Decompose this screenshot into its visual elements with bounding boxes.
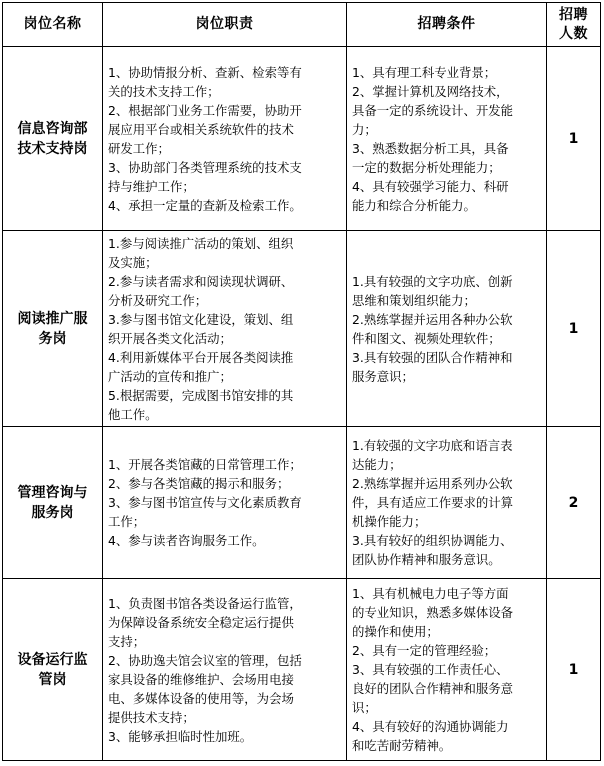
requirement-line: 服务意识； [352,368,414,384]
requirement-line: 良好的团队合作精神和服务意 [352,681,514,696]
duty-line: 他工作。 [108,406,158,422]
hire-count: 1 [547,579,601,761]
duty-line: 持与维护工作； [108,178,195,194]
requirement-line: 1.具有较强的文字功底、创新 [352,273,513,289]
duty-line: 3.参与图书馆文化建设，策划、组 [108,311,294,327]
position-name-line1: 阅读推广服 [17,310,88,327]
requirements-cell [347,427,547,579]
requirement-line: 件和图文、视频处理软件； [352,330,501,346]
header-count-line1: 招聘 [559,6,588,23]
position-name-line2: 服务岗 [31,504,74,521]
table-row [3,47,601,231]
requirement-line: 力； [352,121,377,137]
requirement-line: 的操作和使用； [352,624,439,639]
requirement-line: 识； [352,700,377,715]
position-name-line1: 设备运行监 [17,651,88,668]
duty-line: 4、参与读者咨询服务工作。 [108,533,265,548]
duty-line: 4、承担一定量的查新及检索工作。 [108,197,302,213]
header-count [547,3,601,47]
duty-line: 5.根据需要，完成图书馆安排的其 [108,387,294,403]
duty-line: 1、负责图书馆各类设备运行监管， [108,595,302,611]
table-row [3,579,601,761]
duty-line: 支持； [108,633,146,649]
requirement-line: 达能力； [352,457,402,472]
recruitment-table [2,2,601,761]
requirement-line: 1、具有理工科专业背景； [352,64,497,80]
position-name [3,231,103,427]
hire-count: 1 [547,231,601,427]
position-name [3,427,103,579]
duty-line: 2、根据部门业务工作需要，协助开 [108,102,302,118]
position-name-line2: 务岗 [38,330,67,347]
requirement-line: 和吃苦耐劳精神。 [352,738,452,753]
hire-count: 1 [547,47,601,231]
requirement-line: 一定的数据分析处理能力； [352,159,501,175]
requirement-line: 的专业知识，熟悉多媒体设备 [352,605,514,620]
requirement-line: 3、具有较强的工作责任心、 [352,662,509,677]
requirements-cell [347,47,547,231]
duty-line: 3、能够承担临时性加班。 [108,728,253,744]
requirement-line: 团队协作精神和服务意识。 [352,552,501,567]
requirements-cell [347,579,547,761]
duties-cell [103,231,347,427]
duty-line: 2、协助逸夫馆会议室的管理，包括 [108,652,302,668]
duty-line: 织开展各类文化活动； [108,330,232,346]
duty-line: 提供技术支持； [108,709,195,725]
duty-line: 广活动的宣传和推广； [108,368,232,384]
duty-line: 1、协助情报分析、查新、检索等有 [108,64,302,80]
requirement-line: 1、具有机械电力电子等方面 [352,586,509,601]
duty-line: 1.参与阅读推广活动的策划、组织 [108,235,294,251]
duty-line: 2.参与读者需求和阅读现状调研、 [108,273,294,289]
duty-line: 为保障设备系统安全稳定运行提供 [108,614,294,630]
requirement-line: 机操作能力； [352,514,427,529]
requirement-line: 2、具有一定的管理经验； [352,643,497,658]
requirement-line: 3.具有较强的团队合作精神和 [352,349,513,365]
requirement-line: 4、具有较好的沟通协调能力 [352,719,509,734]
duty-line: 1、开展各类馆藏的日常管理工作； [108,457,302,472]
table-row [3,231,601,427]
duty-line: 4.利用新媒体平台开展各类阅读推 [108,349,294,365]
requirement-line: 2.熟练掌握并运用各种办公软 [352,311,513,327]
requirements-cell [347,231,547,427]
duty-line: 研发工作； [108,140,170,156]
duties-cell [103,427,347,579]
table-row [3,427,601,579]
duty-line: 分析及研究工作； [108,292,208,308]
duty-line: 及实施； [108,254,158,270]
requirement-line: 1.有较强的文字功底和语言表 [352,438,513,453]
duties-cell [103,47,347,231]
duty-line: 关的技术支持工作； [108,83,220,99]
header-count-line2: 人数 [559,25,588,42]
position-name [3,579,103,761]
requirement-line: 3、熟悉数据分析工具，具备 [352,140,509,156]
duties-cell [103,579,347,761]
position-name-line2: 管岗 [38,671,67,688]
requirement-line: 4、具有较强学习能力、科研 [352,178,509,194]
requirement-line: 思维和策划组织能力； [352,292,476,308]
position-name-line2: 技术支持岗 [17,140,88,157]
header-requirements: 招聘条件 [347,3,547,47]
duty-line: 3、参与图书馆宣传与文化素质教育 [108,495,302,510]
requirement-line: 2、掌握计算机及网络技术， [352,83,509,99]
header-row [3,3,601,47]
header-duties: 岗位职责 [103,3,347,47]
duty-line: 3、协助部门各类管理系统的技术支 [108,159,302,175]
position-name-line1: 管理咨询与 [17,484,88,501]
position-name-line1: 信息咨询部 [17,120,88,137]
requirement-line: 2.熟练掌握并运用系列办公软 [352,476,513,491]
duty-line: 工作； [108,514,146,529]
duty-line: 2、参与各类馆藏的揭示和服务； [108,476,290,491]
requirement-line: 能力和综合分析能力。 [352,197,476,213]
hire-count: 2 [547,427,601,579]
requirement-line: 3.具有较好的组织协调能力、 [352,533,513,548]
duty-line: 电、多媒体设备的使用等，为会场 [108,690,294,706]
duty-line: 家具设备的维修维护、会场用电接 [108,671,294,687]
position-name [3,47,103,231]
requirement-line: 件，具有适应工作要求的计算 [352,495,514,510]
duty-line: 展应用平台或相关系统软件的技术 [108,121,294,137]
requirement-line: 具备一定的系统设计、开发能 [352,102,514,118]
header-position: 岗位名称 [3,3,103,47]
